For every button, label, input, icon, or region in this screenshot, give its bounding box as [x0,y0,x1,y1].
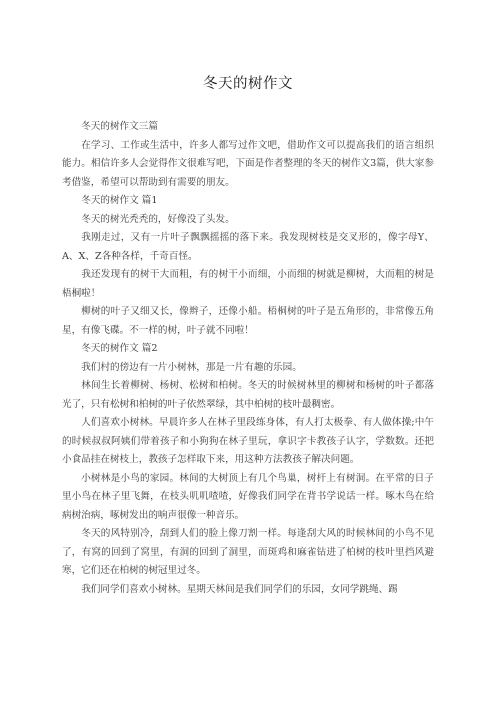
paragraph: 林间生长着柳树、杨树、松树和柏树。冬天的时候树林里的柳树和杨树的叶子都落光了，只有松树和柏树的叶子依然翠绿，其中柏树的枝叶最稠密。 [62,380,434,410]
paragraph: 我还发现有的树干大而粗，有的树干小而细，小而细的树就是柳树，大而粗的树是梧桐啦！ [62,269,434,299]
document-body [62,118,434,599]
paragraph: 冬天的风特别冷，刮到人们的脸上像刀割一样。每逢刮大风的时候林间的小鸟不见了，有窝的回到了窝里，有洞的回到了洞里，而斑鸡和麻雀钻进了柏树的枝叶里挡风避寒，它们还在柏树的树冠里过冬。 [62,528,434,576]
paragraph: 小树林是小鸟的家园。林间的大树顶上有几个鸟巢，树杆上有树洞。在平常的日子里小鸟在林子里飞舞，在枝头叽叽喳喳，好像我们同学在背书学说话一样。啄木鸟在给病树治病，啄树发出的响声很像一种音乐。 [62,472,434,521]
paragraph: 柳树的叶子又细又长，像辫子，还像小船。梧桐树的叶子是五角形的，非常像五角星，有像飞碟。不一样的树，叶子就不同啦！ [62,306,434,336]
paragraph: 在学习、工作或生活中，许多人都写过作文吧，借助作文可以提高我们的语言组织能力。相信许多人会觉得作文很难写吧，下面是作者整理的冬天的树作文3篇，供大家参考借鉴，希望可以帮助到有需要的朋友。 [62,139,434,188]
paragraph: 冬天的树光秃秃的，好像没了头发。 [81,213,235,225]
paragraph: 人们喜欢小树林。早晨许多人在林子里段练身体，有人打太极拳、有人做体操;中午的时候叔叔阿姨们带着孩子和小狗狗在林子里玩，拿识字卡教孩子认字，学数数。还把小食品挂在树枝上，教孩子怎样取下来，用这种方法教孩子解决问题。 [62,417,434,465]
section-heading: 冬天的树作文 篇1 [81,195,158,206]
paragraph: 我们村的傍边有一片小树林，那是一片有趣的乐园。 [81,361,302,373]
document-title: 冬天的树作文 [203,76,293,92]
paragraph: 我们同学们喜欢小树林。星期天林间是我们同学们的乐园，女同学跳绳、踢 [81,583,398,595]
paragraph: 冬天的树作文三篇 [81,121,158,132]
paragraph: 我刚走过，又有一片叶子飘飘摇摇的落下来。我发现树枝是交叉形的，像字母Y、A、X、Z各种各样，千奇百怪。 [62,232,434,262]
section-heading: 冬天的树作文 篇2 [81,343,158,354]
